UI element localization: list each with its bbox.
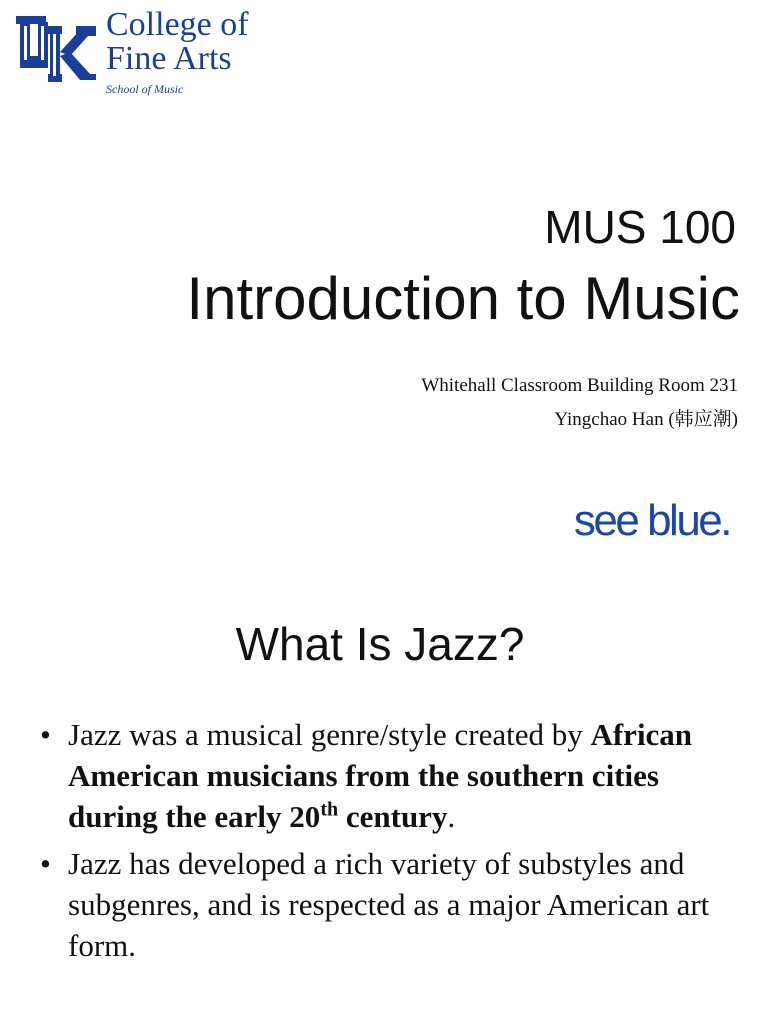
college-name-line2: Fine Arts bbox=[106, 40, 232, 77]
venue: Whitehall Classroom Building Room 231 bbox=[421, 375, 738, 396]
school-name: School of Music bbox=[106, 82, 184, 96]
see-blue-logo: see blue. bbox=[573, 496, 730, 545]
course-title: Introduction to Music bbox=[186, 265, 740, 332]
bullet-list bbox=[40, 714, 740, 972]
bullet-item bbox=[40, 843, 740, 966]
bullet-text-sup: th bbox=[320, 798, 339, 821]
bullet-text-end: . bbox=[447, 799, 456, 834]
bullet-text-bold-after: century bbox=[338, 799, 448, 834]
course-code: MUS 100 bbox=[544, 201, 736, 253]
bullet-text: Jazz has developed a rich variety of substyles and subgenres, and is respected as a major American art form. bbox=[68, 846, 710, 963]
slide-title: What Is Jazz? bbox=[235, 618, 525, 670]
bullet-text-bold: African American musicians from the southern cities during the early 20 bbox=[68, 717, 693, 834]
college-name bbox=[106, 8, 326, 97]
bullet-dot-icon: • bbox=[40, 846, 51, 881]
bullet-dot-icon: • bbox=[40, 717, 51, 752]
college-name-line1: College of bbox=[106, 6, 249, 43]
uk-logo-icon bbox=[14, 12, 98, 84]
bullet-text-plain: Jazz was a musical genre/style created by bbox=[68, 717, 591, 752]
bullet-item bbox=[40, 714, 740, 837]
instructor: Yingchao Han (韩应潮) bbox=[554, 409, 738, 430]
